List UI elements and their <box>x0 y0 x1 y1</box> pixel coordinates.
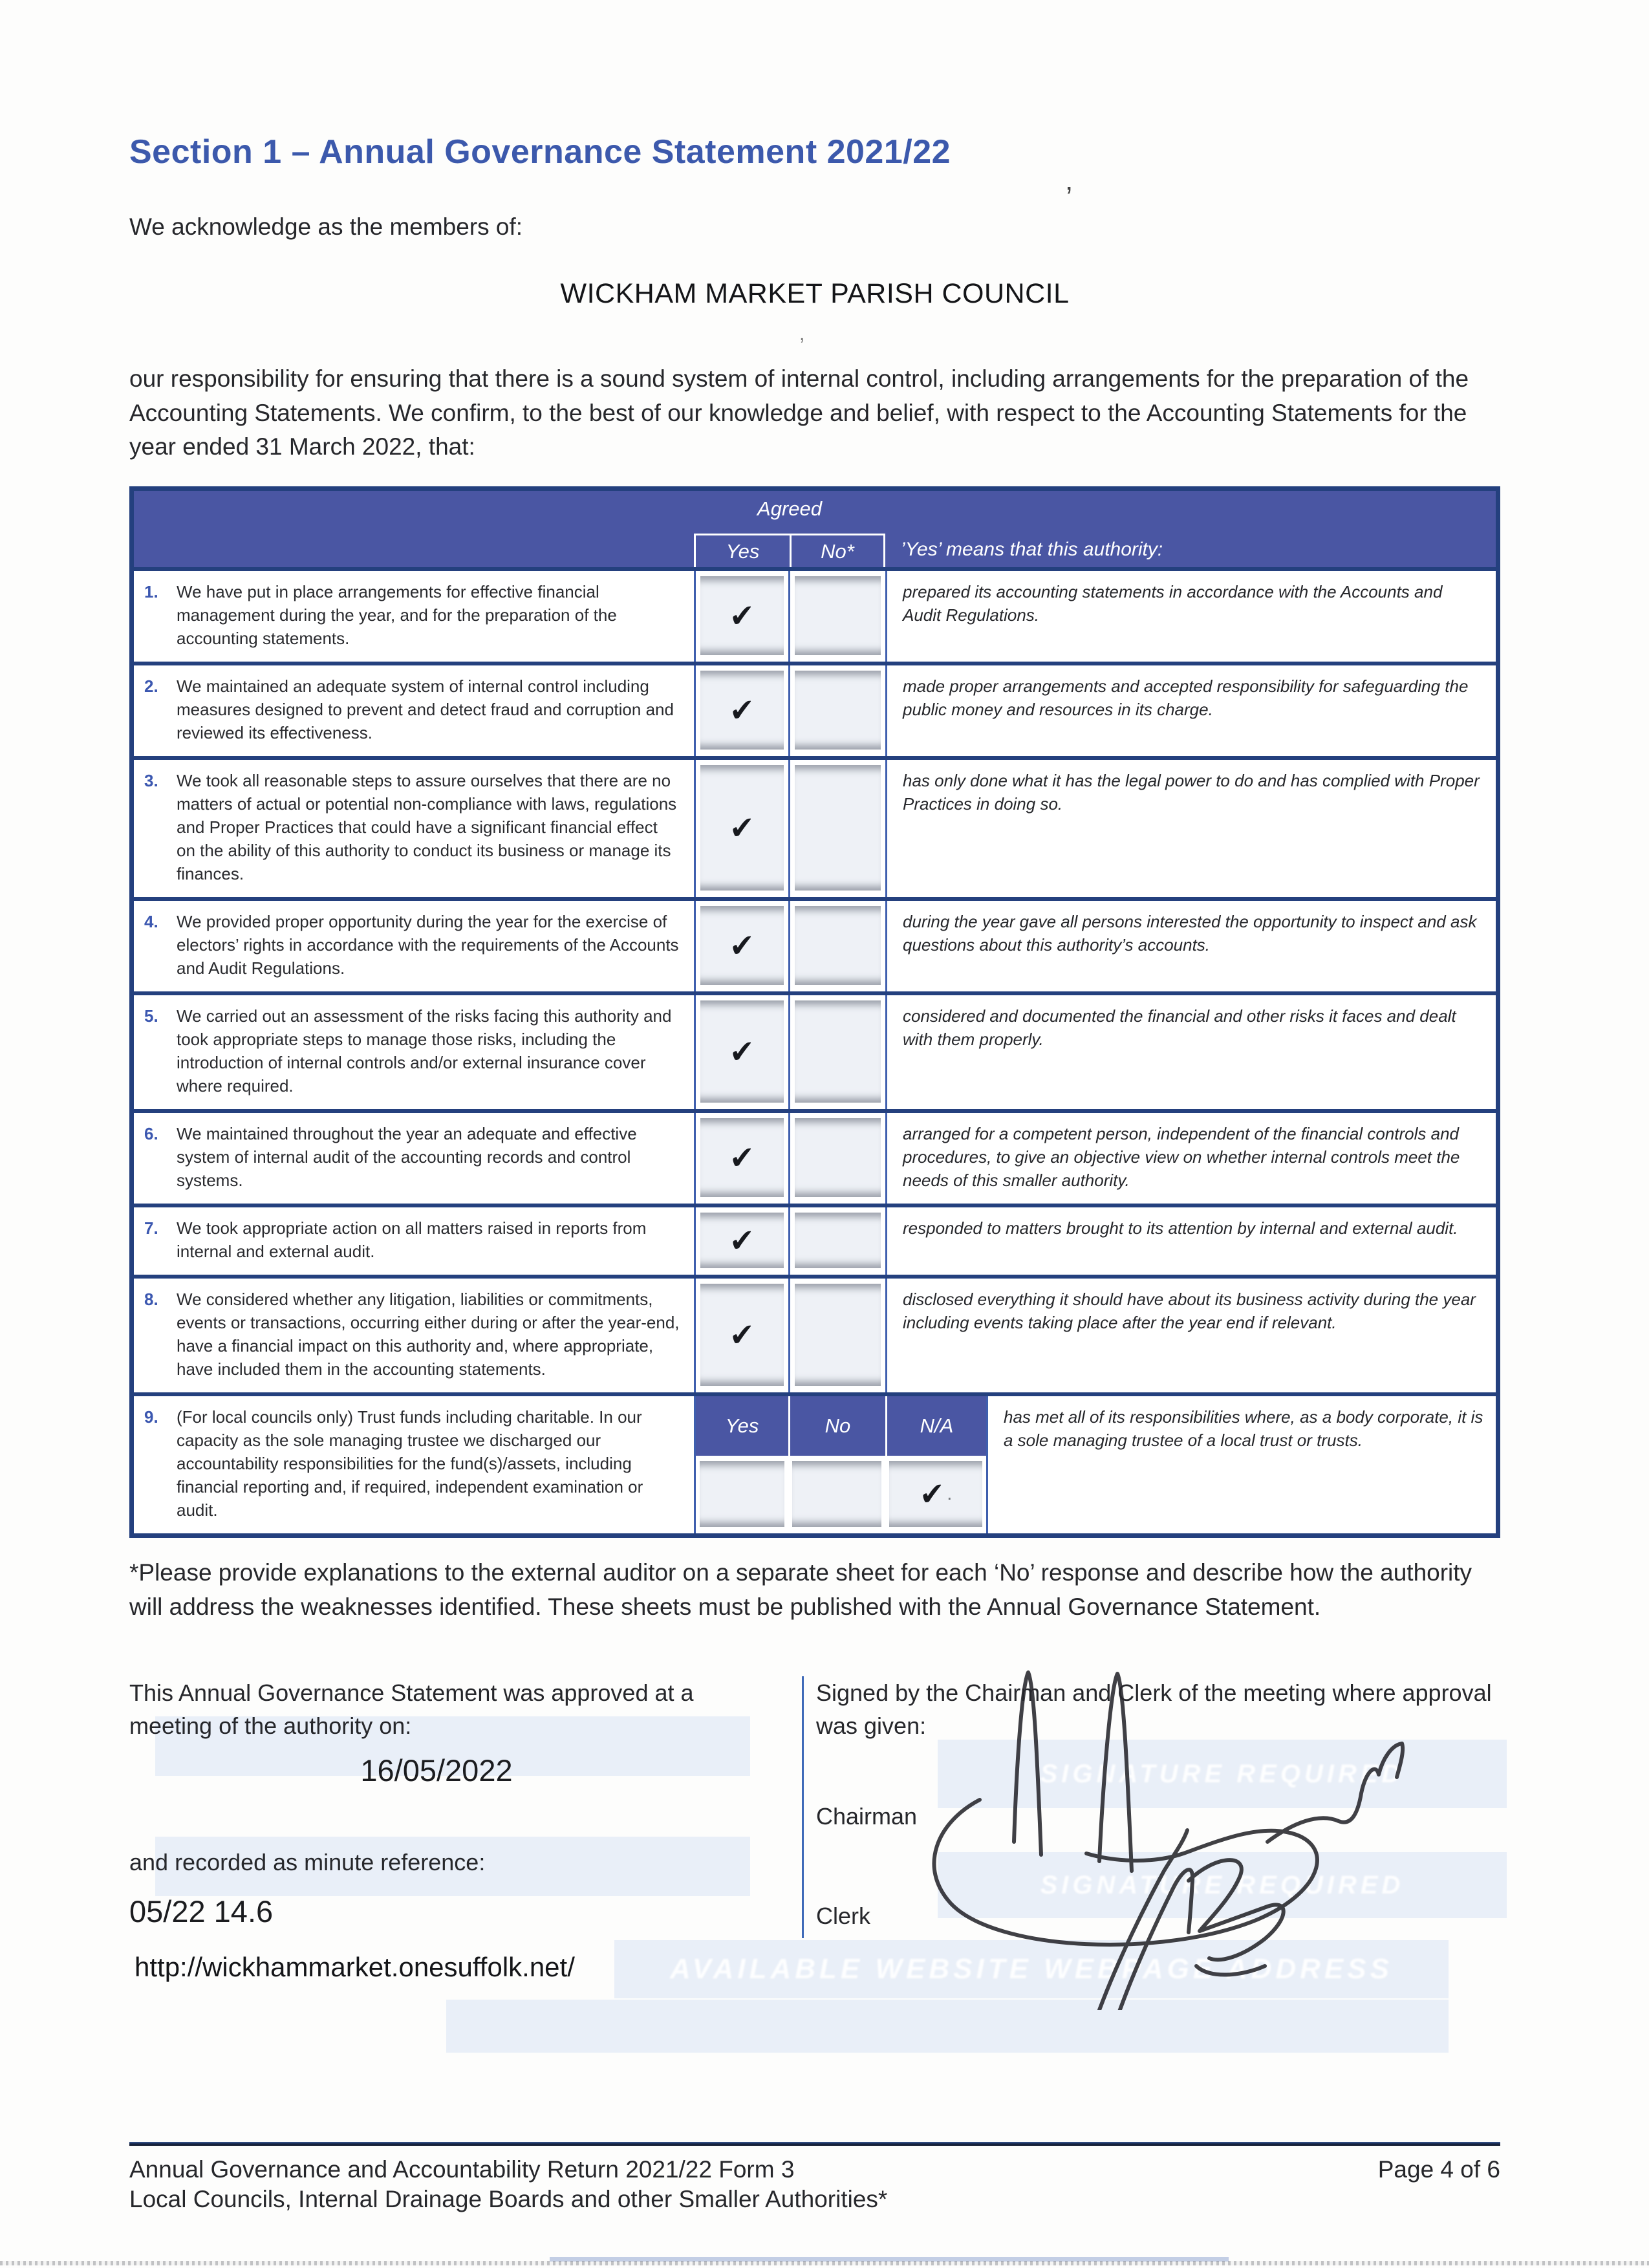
website-watermark: AVAILABLE WEBSITE WEBPAGE ADDRESS <box>670 1953 1393 1985</box>
row-number: 9. <box>144 1407 158 1427</box>
yes-checkbox-cell <box>694 995 788 1109</box>
website-url: http://wickhammarket.onesuffolk.net/ <box>135 1952 575 1982</box>
statement-cell: 8. We considered whether any litigation, liabilities or commitments, events or transactions, occurring either during or after the year-end, have a financial impact on this authority and, where appropriate, have included them in the accounting statements. <box>134 1279 694 1392</box>
handwritten-signatures <box>905 1648 1474 2010</box>
signed-by-text: Signed by the Chairman and Clerk of the meeting where approval was given: <box>816 1679 1492 1740</box>
row-number: 3. <box>144 771 158 790</box>
check-mark-icon: ✔ <box>729 691 755 729</box>
check-mark-icon: ✔ <box>729 1033 755 1070</box>
check-mark-icon: ✔ <box>729 597 755 634</box>
trust-no-checkbox-cell <box>792 1461 881 1527</box>
table-row-5 <box>134 991 1496 1109</box>
table-row-4 <box>134 897 1496 991</box>
row-number: 2. <box>144 676 158 696</box>
column-divider-line <box>802 1676 804 1938</box>
yes-checkbox-cell <box>694 571 788 662</box>
row-number: 4. <box>144 912 158 931</box>
no-checkbox-cell <box>788 665 885 756</box>
check-mark-icon: ✔ <box>919 1475 944 1513</box>
clerk-label: Clerk <box>816 1903 871 1929</box>
statement-cell: 7. We took appropriate action on all matters raised in reports from internal and external audit. <box>134 1207 694 1275</box>
trust-yes-column <box>694 1396 788 1533</box>
yes-checkbox-cell <box>694 901 788 991</box>
footer-form-title: Annual Governance and Accountability Return 2021/22 Form 3 <box>129 2156 795 2183</box>
agreed-header-cell <box>694 491 885 567</box>
trust-no-column <box>788 1396 885 1533</box>
explanation-cell: disclosed everything it should have about its business activity during the year including events taking place after the year end if relevant. <box>885 1279 1496 1392</box>
row-number: 1. <box>144 582 158 601</box>
approval-date: 16/05/2022 <box>360 1753 513 1787</box>
row-number: 8. <box>144 1290 158 1309</box>
table-header-row <box>134 491 1496 567</box>
council-name: WICKHAM MARKET PARISH COUNCIL <box>560 278 1070 309</box>
trust-na-checkbox-cell <box>889 1461 982 1527</box>
signature-required-watermark: SIGNATURE REQUIRED <box>1040 1759 1405 1788</box>
no-checkbox-cell <box>788 760 885 897</box>
yes-checkbox-cell <box>694 665 788 756</box>
explanation-cell: made proper arrangements and accepted responsibility for safeguarding the public money and resources in its charge. <box>885 665 1496 756</box>
trust-no-header: No <box>788 1396 885 1456</box>
table-row-1 <box>134 567 1496 662</box>
statement-cell: 1. We have put in place arrangements for effective financial management during the year, and for the preparation of the accounting statements. <box>134 571 694 662</box>
no-checkbox-cell <box>788 1113 885 1204</box>
check-mark-icon: ✔ <box>729 1222 755 1259</box>
check-mark-icon: ✔ <box>729 1316 755 1354</box>
yes-no-header-box <box>694 534 885 567</box>
scan-speck: ’ <box>1066 180 1073 214</box>
trust-na-header: N/A <box>885 1396 986 1456</box>
explanation-cell: responded to matters brought to its attention by internal and external audit. <box>885 1207 1496 1275</box>
yes-checkbox-cell <box>694 1279 788 1392</box>
explanation-cell: has met all of its responsibilities where, as a body corporate, it is a sole managing trustee of a local trust or trusts. <box>986 1396 1496 1533</box>
table-row-2 <box>134 662 1496 756</box>
signature-required-watermark: SIGNATURE REQUIRED <box>1040 1870 1405 1899</box>
scan-edge-noise <box>0 2261 1649 2265</box>
yes-checkbox-cell <box>694 1113 788 1204</box>
responsibility-paragraph: our responsibility for ensuring that there is a sound system of internal control, including arrangements for the preparation of the Accounting Statements. We confirm, to the best of our knowledge and belief, with respect to the Accounting Statements for the year ended 31 March 2022, that: <box>129 365 1469 460</box>
no-checkbox-cell <box>788 901 885 991</box>
statement-cell: 9. (For local councils only) Trust funds including charitable. In our capacity as the sole managing trustee we discharged our accountability responsibilities for the fund(s)/assets, including financial reporting and, if required, independent examination or audit. <box>134 1396 694 1533</box>
agreed-label: Agreed <box>757 497 822 520</box>
explanation-cell: prepared its accounting statements in accordance with the Accounts and Audit Regulations. <box>885 571 1496 662</box>
yes-checkbox-cell <box>694 1207 788 1275</box>
minute-reference-text: and recorded as minute reference: <box>129 1849 486 1875</box>
statement-cell: 6. We maintained throughout the year an adequate and effective system of internal audit of the accounting records and control systems. <box>134 1113 694 1204</box>
statement-cell: 5. We carried out an assessment of the risks facing this authority and took appropriate steps to manage those risks, including the introduction of internal controls and/or external insurance cover where required. <box>134 995 694 1109</box>
governance-statement-table <box>129 486 1500 1538</box>
row-number: 5. <box>144 1006 158 1026</box>
chairman-label: Chairman <box>816 1803 918 1830</box>
chairman-signature <box>934 1672 1403 1945</box>
trust-na-column <box>885 1396 986 1533</box>
check-mark-icon: ✔ <box>729 809 755 847</box>
table-row-8 <box>134 1275 1496 1392</box>
acknowledge-line: We acknowledge as the members of: <box>129 213 523 240</box>
approved-at-meeting-text: This Annual Governance Statement was approved at a meeting of the authority on: <box>129 1679 694 1740</box>
governance-table-wrap <box>129 486 1500 1624</box>
table-row-6 <box>134 1109 1496 1204</box>
statement-cell: 2. We maintained an adequate system of internal control including measures designed to prevent and detect fraud and corruption and reviewed its effectiveness. <box>134 665 694 756</box>
scan-speck: , <box>799 323 805 345</box>
explanation-cell: during the year gave all persons interested the opportunity to inspect and ask questions about this authority’s accounts. <box>885 901 1496 991</box>
scan-speck: . <box>947 1483 953 1504</box>
footnote: *Please provide explanations to the external auditor on a separate sheet for each ‘No’ response and describe how the authority will address the weaknesses identified. These sheets must be published with the Annual Governance Statement. <box>129 1559 1472 1620</box>
explanation-cell: has only done what it has the legal power to do and has complied with Proper Practices in doing so. <box>885 760 1496 897</box>
minute-reference-value: 05/22 14.6 <box>129 1894 274 1928</box>
footer-subtitle: Local Councils, Internal Drainage Boards and other Smaller Authorities* <box>129 2186 888 2212</box>
no-column-header: No* <box>790 535 883 567</box>
statement-cell: 3. We took all reasonable steps to assure ourselves that there are no matters of actual or potential non-compliance with laws, regulations and Proper Practices that could have a significant financial effect on the ability of this authority to conduct its business or manage its finances. <box>134 760 694 897</box>
page-footer <box>129 2142 1500 2213</box>
table-row-3 <box>134 756 1496 897</box>
statement-cell: 4. We provided proper opportunity during the year for the exercise of electors’ rights in accordance with the requirements of the Accounts and Audit Regulations. <box>134 901 694 991</box>
check-mark-icon: ✔ <box>729 927 755 964</box>
explanation-column-header: ’Yes’ means that this authority: <box>901 539 1163 560</box>
page-number: Page 4 of 6 <box>1377 2156 1500 2183</box>
no-checkbox-cell <box>788 1207 885 1275</box>
explanation-cell: considered and documented the financial and other risks it faces and dealt with them properly. <box>885 995 1496 1109</box>
check-mark-icon: ✔ <box>729 1139 755 1176</box>
no-checkbox-cell <box>788 995 885 1109</box>
yes-column-header: Yes <box>726 539 760 563</box>
row-number: 7. <box>144 1218 158 1238</box>
page-title: Section 1 – Annual Governance Statement 2021/22 <box>129 133 951 171</box>
footer-rule <box>129 2142 1500 2146</box>
yes-checkbox-cell <box>694 760 788 897</box>
trust-yes-header: Yes <box>696 1396 788 1456</box>
table-row-9 <box>134 1392 1496 1533</box>
trust-yes-checkbox-cell <box>700 1461 784 1527</box>
no-checkbox-cell <box>788 571 885 662</box>
header-blank-cell <box>134 491 694 567</box>
explanation-cell: arranged for a competent person, independent of the financial controls and procedures, to give an objective view on whether internal controls meet the needs of this smaller authority. <box>885 1113 1496 1204</box>
table-row-7 <box>134 1204 1496 1275</box>
no-checkbox-cell <box>788 1279 885 1392</box>
row-number: 6. <box>144 1124 158 1143</box>
